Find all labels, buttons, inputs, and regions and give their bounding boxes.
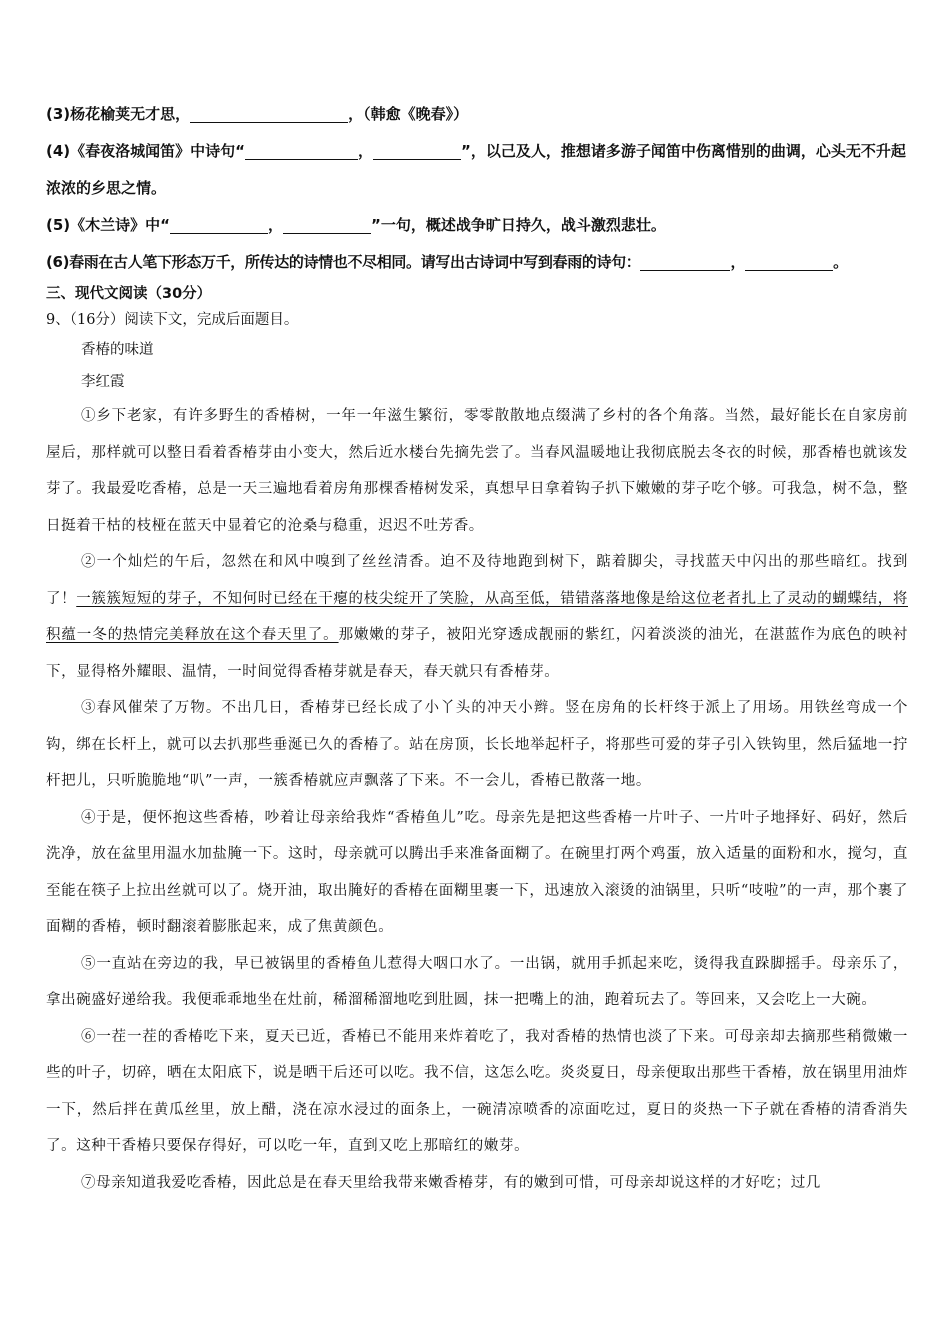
question-5 [46,207,908,244]
question-text: ，（韩愈《晚春》） [348,105,469,123]
answer-blank[interactable] [745,252,833,271]
question-text: 。 [833,253,848,271]
paragraph-1: ①乡下老家，有许多野生的香椿树，一年一年滋生繁衍，零零散散地点缀满了乡村的各个角落。当然，最好能长在自家房前屋后，那样就可以整日看着香椿芽由小变大，然后近水楼台先摘先尝了。当春风温暖地让我彻底脱去冬衣的时候，那香椿也就该发芽了。我最爱吃香椿，总是一天三遍地看着房角那棵香椿树发采，真想早日拿着钩子扒下嫩嫩的芽子吃个够。可我急，树不急，整日挺着干枯的枝桠在蓝天中显着它的沧桑与稳重，迟迟不吐芳香。 [46,408,908,534]
paragraph-text: ②一个灿烂的午后，忽然在和风中嗅到了丝丝清香。迫不及待地跑到树下，踮着脚尖，寻找蓝天中闪出的那些暗红。找到了！ [46,554,908,607]
paragraph-text: 那嫩嫩的芽子，被阳光穿透成靓丽的紫红，闪着淡淡的油光，在湛蓝作为底色的映衬下，显得格外耀眼、温情，一时间觉得香椿芽就是春天，春天就只有香椿芽。 [46,627,908,680]
question-text: ， [358,142,374,160]
question-6 [46,244,908,281]
question-text: ”一句，概述战争旷日持久，战斗激烈悲壮。 [371,216,666,234]
answer-blank[interactable] [640,252,730,271]
answer-blank[interactable] [373,141,461,160]
paragraph-6: ⑥一茬一茬的香椿吃下来，夏天已近，香椿已不能用来炸着吃了，我对香椿的热情也淡了下来。可母亲却去摘那些稍微嫩一些的叶子，切碎，晒在太阳底下，说是晒干后还可以吃。我不信，这怎么吃。炎炎夏日，母亲便取出那些干香椿，放在锅里用油炸一下，然后拌在黄瓜丝里，放上醋，浇在凉水浸过的面条上，一碗清凉喷香的凉面吃过，夏日的炎热一下子就在香椿的清香消失了。这种干香椿只要保存得好，可以吃一年，直到又吃上那暗红的嫩芽。 [46,1028,908,1154]
answer-blank[interactable] [245,141,358,160]
paragraph-5: ⑤一直站在旁边的我，早已被锅里的香椿鱼儿惹得大咽口水了。一出锅，就用手抓起来吃，烫得我直跺脚摇手。母亲乐了，拿出碗盛好递给我。我便乖乖地坐在灶前，稀溜稀溜地吃到肚圆，抹一把嘴上的油，跑着玩去了。等回来，又会吃上一大碗。 [46,955,908,1008]
question-text: (6)春雨在古人笔下形态万千，所传达的诗情也不尽相同。请写出古诗词中写到春雨的诗句： [46,253,641,271]
paragraph-2 [46,544,908,690]
document-page [46,96,908,1201]
underlined-sentence: 一簇簇短短的芽子，不知何时已经在干瘪的枝尖绽开了笑脸，从高至低，错错落落地像是给这位老者扎上了灵动的蝴蝶结，将积蕴一冬的热情完美释放在这个春天里了。 [46,590,908,643]
question-text: (5)《木兰诗》中“ [46,216,171,234]
answer-blank[interactable] [283,215,371,234]
question-text: ”，以己及人，推想诸多游子闻笛中伤离惜别的曲调，心头无不升起浓浓的乡思之情。 [46,142,906,197]
answer-blank[interactable] [190,104,348,123]
article-title: 香椿的味道 [81,342,154,358]
question-text: ， [730,253,746,271]
section-heading: 三、现代文阅读（30分） [46,286,212,302]
answer-blank[interactable] [170,215,268,234]
question-intro: 9、（16分）阅读下文，完成后面题目。 [46,312,299,328]
paragraph-7: ⑦母亲知道我爱吃香椿，因此总是在春天里给我带来嫩香椿芽，有的嫩到可惜，可母亲却说这样的才好吃；过几 [81,1174,821,1191]
paragraph-3: ③春风催荣了万物。不出几日，香椿芽已经长成了小丫头的冲天小辫。竖在房角的长杆终于派上了用场。用铁丝弯成一个钩，绑在长杆上，就可以去扒那些垂涎已久的香椿了。站在房顶，长长地举起杆子，将那些可爱的芽子引入铁钩里，然后猛地一拧杆把儿，只听脆脆地“叭”一声，一簇香椿就应声飘落了下来。不一会儿，香椿已散落一地。 [46,700,908,789]
question-text: (3)杨花榆荚无才思， [46,105,191,123]
paragraph-4: ④于是，便怀抱这些香椿，吵着让母亲给我炸“香椿鱼儿”吃。母亲先是把这些香椿一片叶子、一片叶子地择好、码好，然后洗净，放在盆里用温水加盐腌一下。这时，母亲就可以腾出手来准备面糊了。在碗里打两个鸡蛋，放入适量的面粉和水，搅匀，直至能在筷子上拉出丝就可以了。烧开油，取出腌好的香椿在面糊里裹一下，迅速放入滚烫的油锅里，只听“吱啦”的一声，那个裹了面糊的香椿，顿时翻滚着膨胀起来，成了焦黄颜色。 [46,809,908,935]
article-author: 李红霞 [81,374,125,390]
question-text: (4)《春夜洛城闻笛》中诗句“ [46,142,246,160]
question-text: ， [268,216,284,234]
question-3 [46,96,908,133]
question-4 [46,133,908,207]
